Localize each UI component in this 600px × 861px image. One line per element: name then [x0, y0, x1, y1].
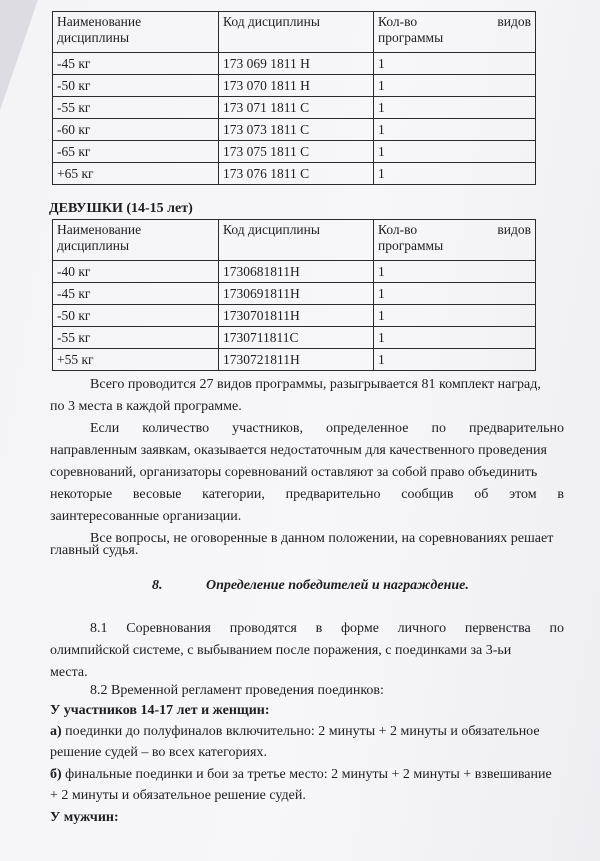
table-cell: 1730691811Н: [219, 283, 374, 305]
table-cell: 173 071 1811 С: [219, 97, 374, 119]
header-name-cell: Наименование дисциплины: [53, 12, 219, 53]
table-cell: +55 кг: [53, 349, 219, 371]
table-cell: 1: [374, 97, 536, 119]
paragraph-line: Все вопросы, не оговоренные в данном положении, на соревнованиях решает: [90, 531, 554, 546]
subheading-men: У мужчин:: [50, 810, 119, 825]
header-name-cell: Наименование дисциплины: [53, 220, 219, 261]
section-heading-text: Определение победителей и награждение.: [206, 578, 469, 593]
paragraph-line: некоторые весовые категории, предварительно сообщив об этом в: [50, 487, 564, 502]
table-cell: 1: [374, 119, 536, 141]
table-cell: -50 кг: [53, 75, 219, 97]
table-cell: -45 кг: [53, 53, 219, 75]
table-girls: [52, 219, 536, 371]
table-cell: 1: [374, 53, 536, 75]
section-number: 8.: [152, 578, 163, 593]
table-cell: 1: [374, 327, 536, 349]
table-cell: 173 073 1811 С: [219, 119, 374, 141]
paragraph-line: направленным заявкам, оказывается недостаточным для качественного проведения: [50, 443, 547, 458]
subheading-youth: У участников 14-17 лет и женщин:: [50, 703, 270, 718]
table-cell: -55 кг: [53, 327, 219, 349]
table-boys: [52, 11, 536, 185]
paragraph-line: по 3 места в каждой программе.: [50, 399, 242, 414]
table-row: [53, 75, 536, 97]
table-cell: 1: [374, 163, 536, 185]
table-header-row: [53, 220, 536, 261]
paragraph-line: главный судья.: [50, 543, 139, 558]
table-row: [53, 327, 536, 349]
table-row: [53, 141, 536, 163]
paragraph-line: Если количество участников, определенное по предварительно: [90, 421, 564, 436]
table-cell: +65 кг: [53, 163, 219, 185]
paragraph-line: 8.2 Временной регламент проведения поединков:: [90, 683, 384, 698]
table-cell: -40 кг: [53, 261, 219, 283]
table-cell: 1: [374, 75, 536, 97]
paragraph-line: Всего проводится 27 видов программы, разыгрывается 81 комплект наград,: [90, 377, 541, 392]
table-cell: 1730721811Н: [219, 349, 374, 371]
table-cell: -50 кг: [53, 305, 219, 327]
table-row: [53, 305, 536, 327]
header-count-cell: Кол-во видов программы: [374, 12, 536, 53]
table-cell: -55 кг: [53, 97, 219, 119]
list-item-a: а) поединки до полуфиналов включительно: 2 минуты + 2 минуты и обязательное: [50, 724, 540, 739]
paragraph-line: олимпийской системе, с выбыванием после поражения, с поединками за 3-ьи: [50, 643, 512, 658]
table-cell: 173 070 1811 Н: [219, 75, 374, 97]
list-marker: а): [50, 724, 62, 739]
paragraph-line: соревнований, организаторы соревнований оставляют за собой право объединить: [50, 465, 538, 480]
page-fold-shadow: [0, 0, 38, 110]
table-cell: -45 кг: [53, 283, 219, 305]
header-code-cell: Код дисциплины: [219, 220, 374, 261]
table-row: [53, 163, 536, 185]
paragraph-line: места.: [50, 665, 88, 680]
header-code-cell: Код дисциплины: [219, 12, 374, 53]
paragraph-line: заинтересованные организации.: [50, 509, 242, 524]
list-marker: б): [50, 767, 62, 782]
table-header-row: [53, 12, 536, 53]
paragraph-line: + 2 минуты и обязательное решение судей.: [50, 788, 306, 803]
table-row: [53, 283, 536, 305]
paragraph-line: 8.1 Соревнования проводятся в форме личного первенства по: [90, 621, 564, 636]
table-cell: 173 076 1811 С: [219, 163, 374, 185]
table-cell: 1730681811Н: [219, 261, 374, 283]
table-row: [53, 119, 536, 141]
girls-section-title: ДЕВУШКИ (14-15 лет): [49, 201, 193, 216]
table-row: [53, 349, 536, 371]
section-heading: [152, 578, 469, 594]
table-cell: 173 069 1811 Н: [219, 53, 374, 75]
table-row: [53, 97, 536, 119]
paragraph-line: решение судей – во всех категориях.: [50, 745, 267, 760]
table-cell: 1730701811Н: [219, 305, 374, 327]
table-cell: 1: [374, 305, 536, 327]
table-cell: 1: [374, 283, 536, 305]
table-cell: 173 075 1811 С: [219, 141, 374, 163]
table-cell: -65 кг: [53, 141, 219, 163]
table-row: [53, 53, 536, 75]
table-cell: 1: [374, 261, 536, 283]
table-cell: 1730711811С: [219, 327, 374, 349]
header-count-cell: Кол-во видов программы: [374, 220, 536, 261]
list-item-b: б) финальные поединки и бои за третье место: 2 минуты + 2 минуты + взвешивание: [50, 767, 552, 782]
table-cell: 1: [374, 349, 536, 371]
table-cell: -60 кг: [53, 119, 219, 141]
table-row: [53, 261, 536, 283]
table-cell: 1: [374, 141, 536, 163]
